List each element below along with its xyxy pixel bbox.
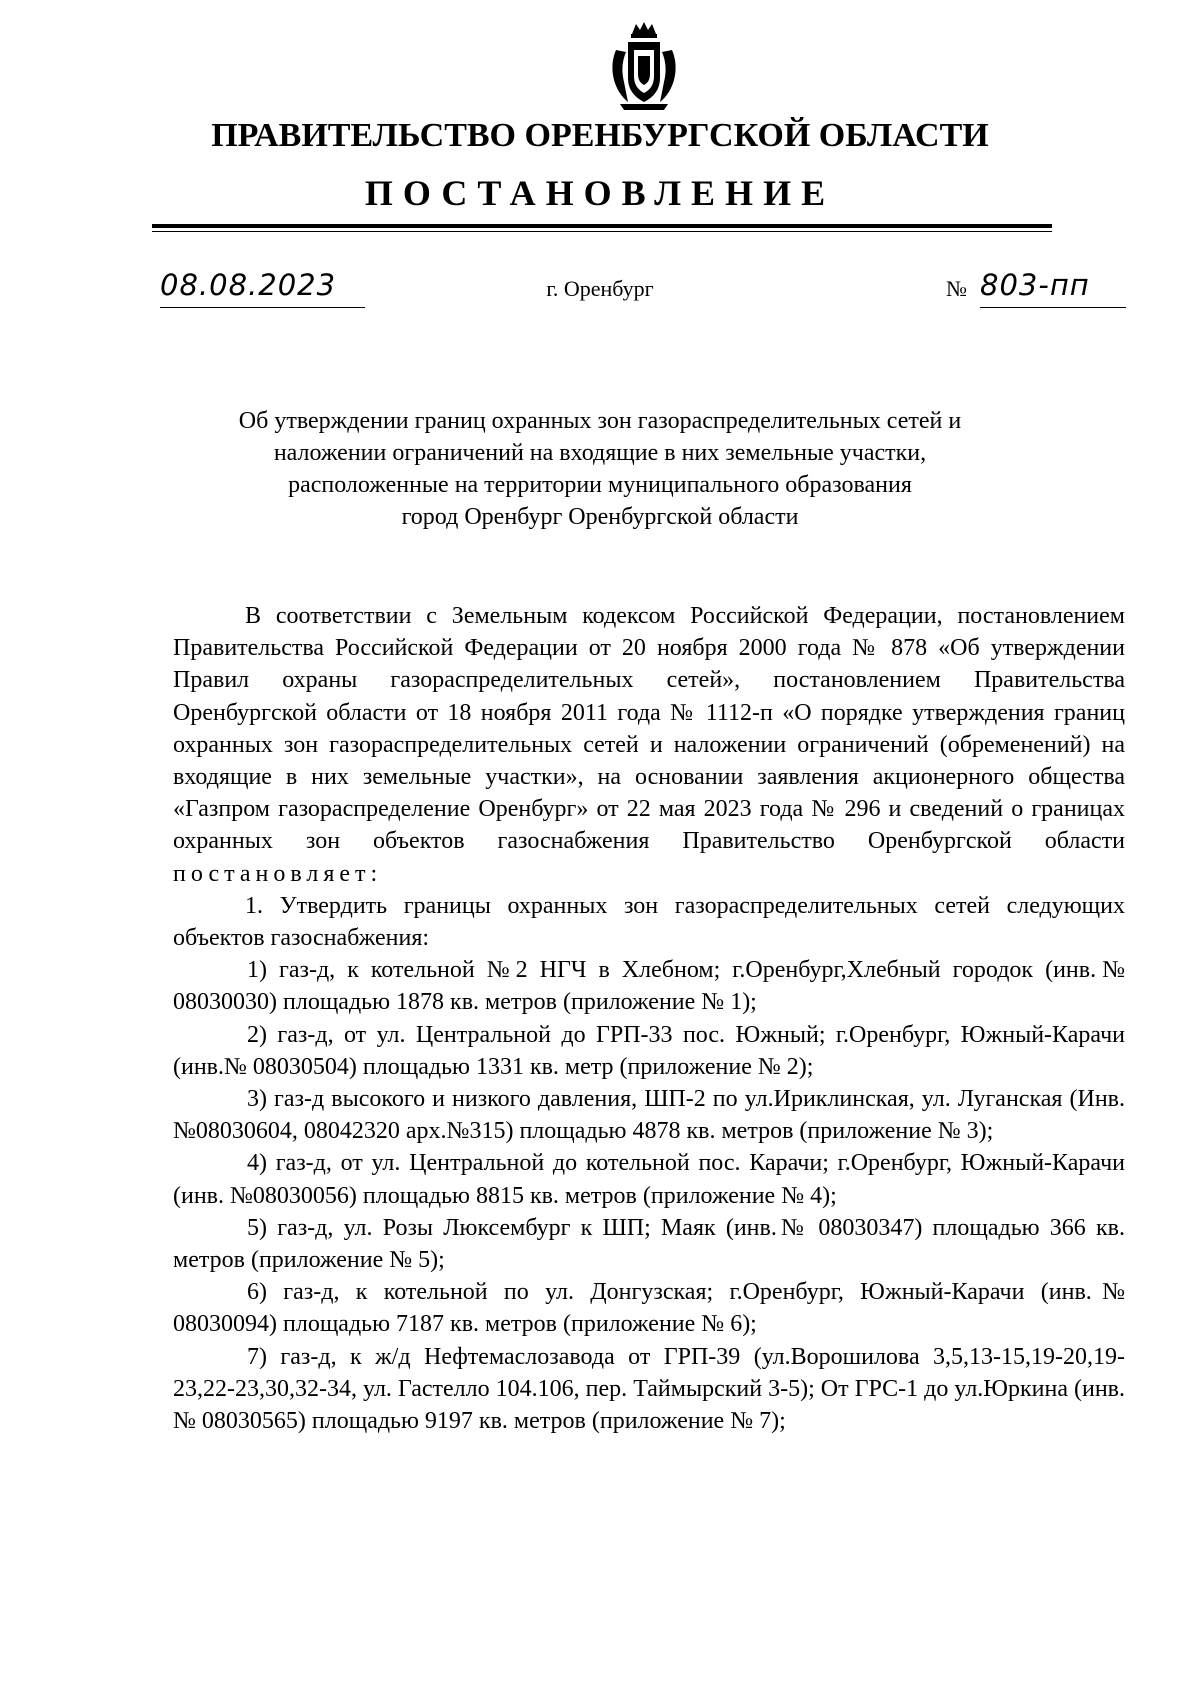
list-item: 5) газ-д, ул. Розы Люксембург к ШП; Маяк (инв.№ 08030347) площадью 366 кв. метров (приложение № 5); (173, 1214, 1125, 1274)
subject-line: город Оренбург Оренбургской области (401, 504, 799, 530)
list-item: 7) газ-д, к ж/д Нефтемаслозавода от ГРП-39 (ул.Ворошилова 3,5,13-15,19-20,19-23,22-23,30,32-34, ул. Гастелло 104.106, пер. Таймырский 3-5); От ГРС-1 до ул.Юркина (инв. № 08030565) площадью 9197 кв. метров (приложение № 7); (173, 1343, 1125, 1435)
document-subject (150, 405, 1050, 533)
subject-line: Об утверждении границ охранных зон газораспределительных сетей и (238, 408, 962, 434)
number-field (946, 268, 1126, 308)
document-number: 803-пп (980, 268, 1090, 302)
list-item: 6) газ-д, к котельной по ул. Донгузская; г.Оренбург, Южный-Карачи (инв.№ 08030094) площадью 7187 кв. метров (приложение № 6); (173, 1279, 1125, 1338)
list-item: 4) газ-д, от ул. Центральной до котельной пос. Карачи; г.Оренбург, Южный-Карачи (инв. №08030056) площадью 8815 кв. метров (приложение № 4); (173, 1150, 1125, 1209)
document-date: 08.08.2023 (160, 268, 337, 302)
subject-line: наложении ограничений на входящие в них земельные участки, (273, 440, 927, 466)
date-field (160, 268, 365, 308)
city-label: г. Оренбург (546, 276, 654, 301)
list-item: 2) газ-д, от ул. Центральной до ГРП-33 пос. Южный; г.Оренбург, Южный-Карачи (инв.№ 08030504) площадью 1331 кв. метр (приложение № 2); (173, 1021, 1125, 1080)
list-item: 1) газ-д, к котельной №2 НГЧ в Хлебном; г.Оренбург,Хлебный городок (инв.№ 08030030) площадью 1878 кв. метров (приложение № 1); (173, 957, 1125, 1016)
list-item: 3) газ-д высокого и низкого давления, ШП-2 по ул.Ириклинская, ул. Луганская (Инв.№08030604, 08042320 арх.№315) площадью 4878 кв. метров (приложение № 3); (173, 1086, 1125, 1145)
number-sign: № (946, 276, 967, 301)
number-underline (980, 307, 1126, 308)
document-type-title: ПОСТАНОВЛЕНИЕ (364, 173, 836, 213)
decree-word: постановляет: (173, 860, 383, 887)
preamble-paragraph (173, 600, 1125, 890)
header-rule-thick (152, 224, 1052, 228)
point-1-paragraph: 1. Утвердить границы охранных зон газораспределительных сетей следующих объектов газоснабжения: (173, 892, 1125, 952)
date-underline (160, 307, 365, 308)
preamble-text: В соответствии с Земельным кодексом Российской Федерации, постановлением Правительства Российской Федерации от 20 ноября 2000 года № 878 «Об утверждении Правил охраны газораспределительных сетей», постановлением Правительства Оренбургской области от 18 ноября 2011 года № 1112-п «О порядке утверждения границ охранных зон газораспределительных сетей и наложении ограничений (обременений) на входящие в них земельные участки», на основании заявления акционерного общества «Газпром газораспределение Оренбург» от 22 мая 2023 года № 296 и сведений о границах охранных зон объектов газоснабжения Правительство Оренбургской области (173, 603, 1125, 855)
header-rule-thin (152, 231, 1052, 232)
document-body (173, 600, 1125, 1437)
organization-title: ПРАВИТЕЛЬСТВО ОРЕНБУРГСКОЙ ОБЛАСТИ (211, 117, 989, 154)
subject-line: расположенные на территории муниципального образования (288, 472, 912, 498)
coat-of-arms-icon (604, 20, 684, 112)
